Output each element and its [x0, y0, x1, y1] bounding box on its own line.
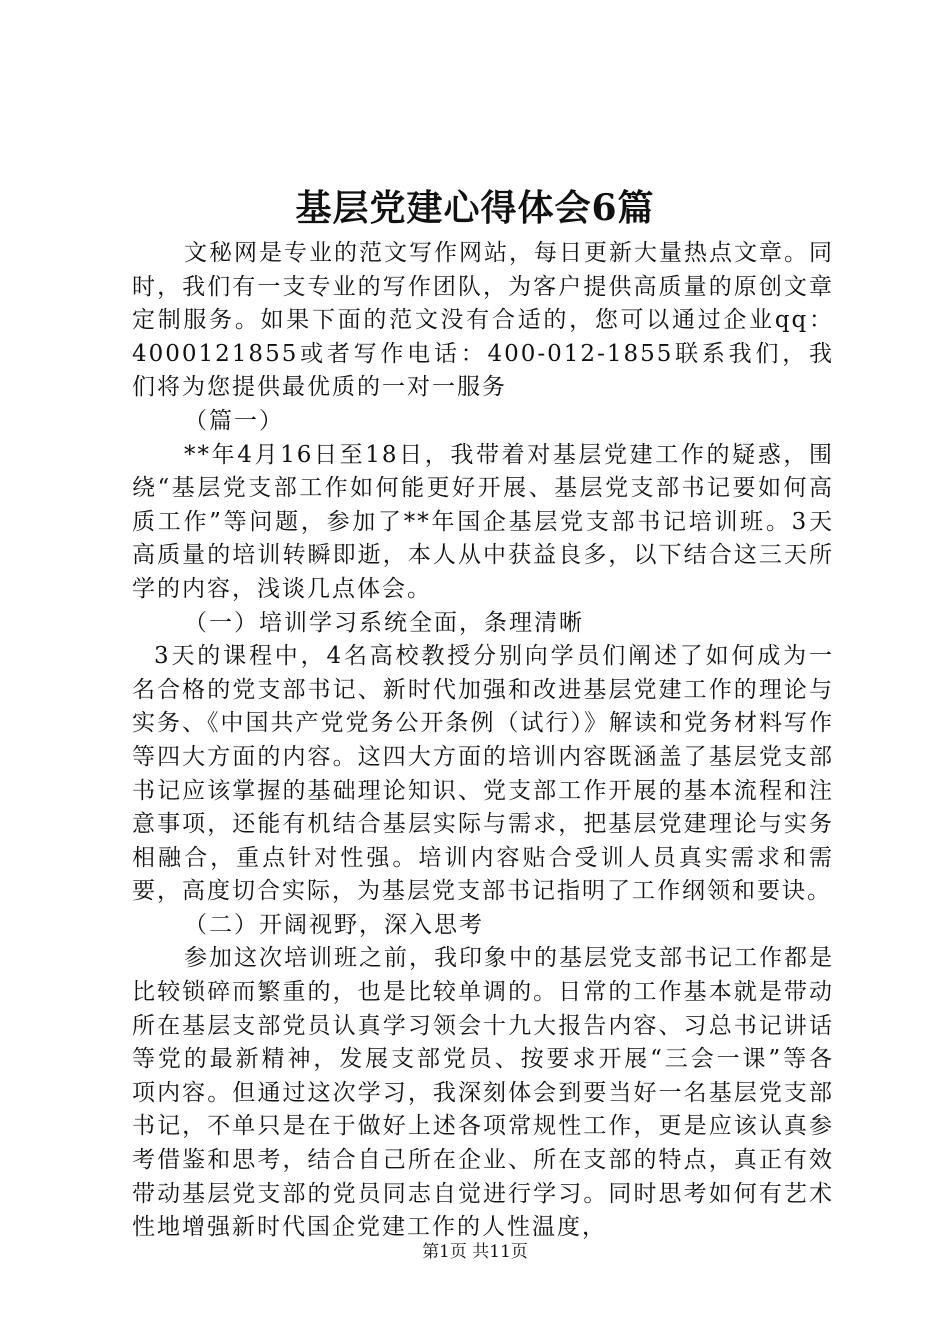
- body-paragraph: 参加这次培训班之前，我印象中的基层党支部书记工作都是比较锁碎而繁重的，也是比较单调的。日常的工作基本就是带动所在基层支部党员认真学习领会十九大报告内容、习总书记讲话等党的最新精神，发展支部党员、按要求开展“三会一课”等各项内容。但通过这次学习，我深刻体会到要当好一名基层党支部书记，不单只是在于做好上述各项常规性工作，更是应该认真参考借鉴和思考，结合自己所在企业、所在支部的特点，真正有效带动基层党支部的党员同志自觉进行学习。同时思考如何有艺术性地增强新时代国企党建工作的人性温度，: [132, 945, 834, 1241]
- page-title: 基层党建心得体会6篇: [295, 187, 655, 229]
- body-paragraph: **年4月16日至18日，我带着对基层党建工作的疑惑，围绕“基层党支部工作如何能更好开展、基层党支部书记要如何高质工作”等问题，参加了**年国企基层党支部书记培训班。3天高质量的培训转瞬即逝，本人从中获益良多，以下结合这三天所学的内容，浅谈几点体会。: [132, 441, 834, 602]
- subsection-heading-1: （一）培训学习系统全面，条理清晰: [184, 609, 584, 636]
- body-paragraph: 3天的课程中，4名高校教授分别向学员们阐述了如何成为一名合格的党支部书记、新时代加强和改进基层党建工作的理论与实务、《中国共产党党务公开条例（试行）》解读和党务材料写作等四大方面的内容。这四大方面的培训内容既涵盖了基层党支部书记应该掌握的基础理论知识、党支部工作开展的基本流程和注意事项，还能有机结合基层实际与需求，把基层党建理论与实务相融合，重点针对性强。培训内容贴合受训人员真实需求和需要，高度切合实际，为基层党支部书记指明了工作纲领和要诀。: [132, 643, 834, 905]
- intro-paragraph: 文秘网是专业的范文写作网站，每日更新大量热点文章。同时，我们有一支专业的写作团队，为客户提供高质量的原创文章定制服务。如果下面的范文没有合适的，您可以通过企业qq：4000121855或者写作电话：400-012-1855联系我们，我们将为您提供最优质的一对一服务: [132, 240, 834, 401]
- document-body: [132, 237, 834, 1245]
- page-footer: 第1页 共11页: [422, 1242, 528, 1262]
- subsection-heading-2: （二）开阔视野，深入思考: [184, 911, 484, 938]
- section-heading-part-one: （篇一）: [184, 407, 284, 434]
